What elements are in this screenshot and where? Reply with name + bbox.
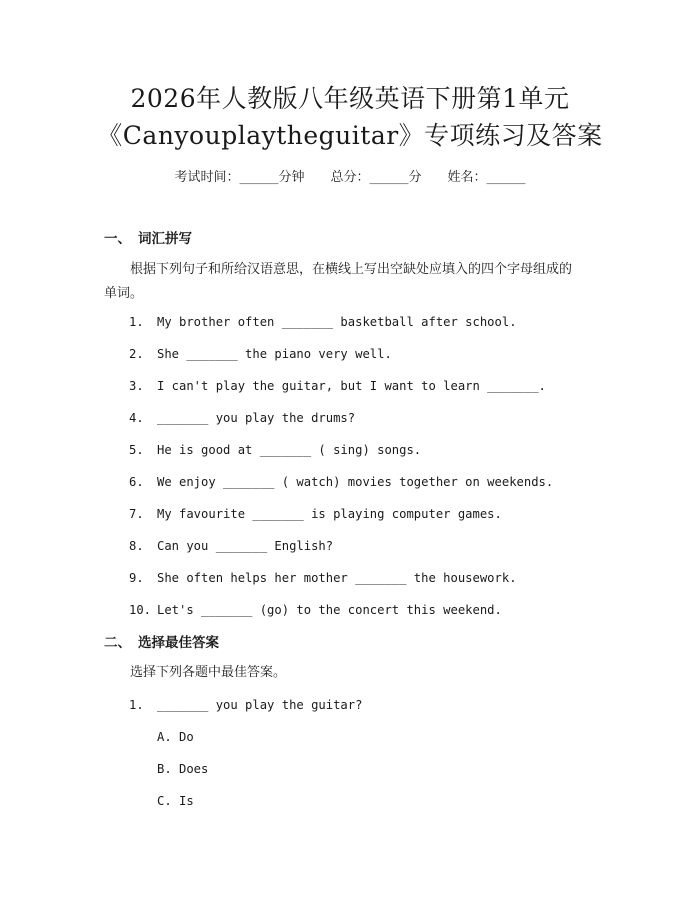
question-text: She _______ the piano very well. [157, 347, 392, 361]
question-item [129, 378, 546, 394]
exam-score-label: 总分：______分 [330, 170, 422, 185]
question-number: 6. [129, 475, 144, 489]
answer-option-c: C. Is [157, 794, 194, 808]
question-text: _______ you play the guitar? [157, 698, 363, 712]
question-item [129, 602, 502, 618]
question-text: I can't play the guitar, but I want to learn _______. [157, 379, 546, 393]
question-item [129, 314, 517, 330]
question-item [129, 442, 421, 458]
question-text: _______ you play the drums? [157, 411, 356, 425]
answer-option-a: A. Do [157, 730, 194, 744]
question-number: 1. [129, 698, 144, 712]
document-title-line-1: 2026年人教版八年级英语下册第1单元 [130, 84, 570, 113]
question-number: 3. [129, 379, 144, 393]
question-item [129, 410, 355, 426]
exam-time-label: 考试时间：______分钟 [174, 170, 305, 185]
answer-option-b: B. Does [157, 762, 209, 776]
exam-name-label: 姓名：______ [447, 170, 526, 185]
question-text: My brother often _______ basketball after school. [157, 315, 517, 329]
question-text: Can you _______ English? [157, 539, 334, 553]
question-item [129, 506, 502, 522]
section-2-number: 二、 [104, 635, 131, 651]
question-item [129, 538, 333, 554]
question-number: 1. [129, 315, 144, 329]
question-number: 10. [129, 603, 152, 617]
question-item [129, 474, 553, 490]
question-text: My favourite _______ is playing computer games. [157, 507, 502, 521]
exam-info [0, 169, 700, 187]
section-1-number: 一、 [104, 231, 131, 247]
section-2-heading [104, 634, 219, 652]
document-title-line-2: 《Canyouplaytheguitar》专项练习及答案 [97, 121, 603, 150]
question-number: 5. [129, 443, 144, 457]
question-number: 9. [129, 571, 144, 585]
question-number: 4. [129, 411, 144, 425]
question-text: We enjoy _______ ( watch) movies together on weekends. [157, 475, 554, 489]
question-text: Let's _______ (go) to the concert this weekend. [157, 603, 502, 617]
question-number: 2. [129, 347, 144, 361]
question-text: She often helps her mother _______ the housework. [157, 571, 517, 585]
question-item [129, 697, 362, 713]
section-1-title: 词汇拼写 [138, 231, 192, 247]
section-1-instruction: 根据下列句子和所给汉语意思，在横线上写出空缺处应填入的四个字母组成的单词。 [104, 262, 573, 301]
question-item [129, 570, 517, 586]
section-2-title: 选择最佳答案 [138, 635, 219, 651]
question-number: 8. [129, 539, 144, 553]
question-text: He is good at _______ ( sing) songs. [157, 443, 422, 457]
question-number: 7. [129, 507, 144, 521]
section-1-heading [104, 230, 192, 248]
section-2-instruction: 选择下列各题中最佳答案。 [130, 665, 287, 680]
question-item [129, 346, 392, 362]
